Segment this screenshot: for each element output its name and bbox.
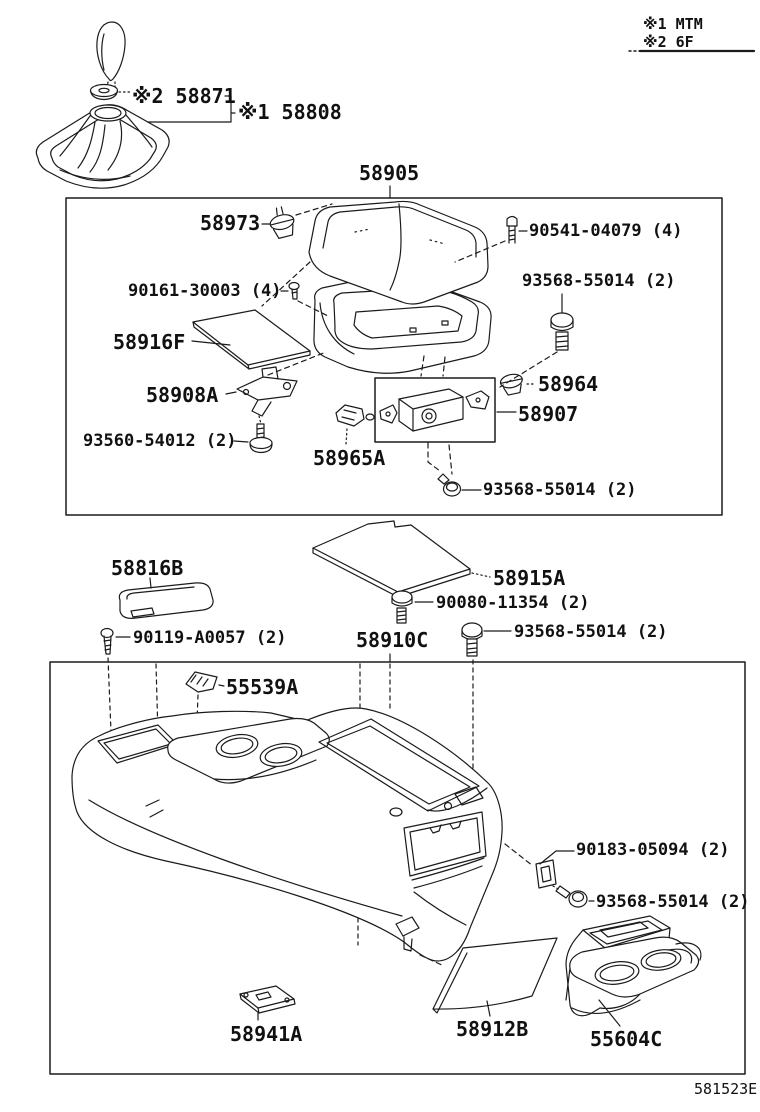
plate-58941A-drawing <box>240 986 295 1020</box>
bracket-55539A-icon <box>186 672 224 692</box>
part-label-58915A: 58915A <box>493 566 566 590</box>
nut-90183-icon <box>505 844 574 888</box>
clip-58973-icon <box>267 205 298 240</box>
part-label-55539A: 55539A <box>226 675 299 699</box>
figure-code: 581523E <box>694 1080 758 1098</box>
part-label-58908A: 58908A <box>146 383 219 407</box>
screw-93568-low-icon <box>553 886 594 907</box>
cupholder-55604C-drawing <box>566 916 701 1026</box>
note-mtm: ※1 MTM <box>643 15 703 33</box>
part-label-90183: 90183-05094 (2) <box>576 840 730 860</box>
part-label-55604C: 55604C <box>590 1027 663 1051</box>
screw-90161-icon <box>289 283 299 300</box>
board-58915A-drawing <box>313 521 490 597</box>
screw-93560-icon <box>250 424 272 453</box>
part-label-58816B: 58816B <box>111 556 184 580</box>
clip-58964-icon <box>499 372 525 396</box>
part-label-58907: 58907 <box>518 402 579 426</box>
bolt-90080-icon <box>392 591 433 623</box>
part-label-93568-c: 93568-55014 (2) <box>514 622 668 642</box>
mat-58916F-drawing <box>193 310 310 369</box>
bolt-93568-top-icon <box>551 313 573 350</box>
part-label-58905: 58905 <box>359 161 420 185</box>
part-label-93568-b: 93568-55014 (2) <box>483 480 637 500</box>
part-label-58916F: 58916F <box>113 330 186 354</box>
part-label-58964: 58964 <box>538 372 599 396</box>
part-label-93568-d: 93568-55014 (2) <box>596 892 750 912</box>
part-label-58965A: 58965A <box>313 446 386 470</box>
part-label-90080: 90080-11354 (2) <box>436 593 590 613</box>
part-label-58910C: 58910C <box>356 628 429 652</box>
clip-58965A-icon <box>336 405 374 426</box>
part-label-93568-a: 93568-55014 (2) <box>522 271 676 291</box>
screw-90119-icon <box>101 629 130 655</box>
part-label-58973: 58973 <box>200 211 261 235</box>
part-label-90541: 90541-04079 (4) <box>529 221 683 241</box>
part-label-90161: 90161-30003 (4) <box>128 281 282 301</box>
part-label-93560: 93560-54012 (2) <box>83 431 237 451</box>
mat-58816B-drawing <box>119 578 213 618</box>
lock-58907-drawing <box>380 389 489 431</box>
pin-90541-icon <box>507 217 517 244</box>
part-label-58808: ※1 58808 <box>238 100 342 124</box>
hinge-58908A-icon <box>237 367 297 416</box>
part-label-58941A: 58941A <box>230 1022 303 1046</box>
part-label-58912B: 58912B <box>456 1017 529 1041</box>
part-label-90119: 90119-A0057 (2) <box>133 628 287 648</box>
part-label-58871: ※2 58871 <box>132 84 236 108</box>
bolt-93568-bottom-icon <box>438 474 461 496</box>
console-body-drawing <box>72 708 502 961</box>
note-6f: ※2 6F <box>643 33 694 51</box>
